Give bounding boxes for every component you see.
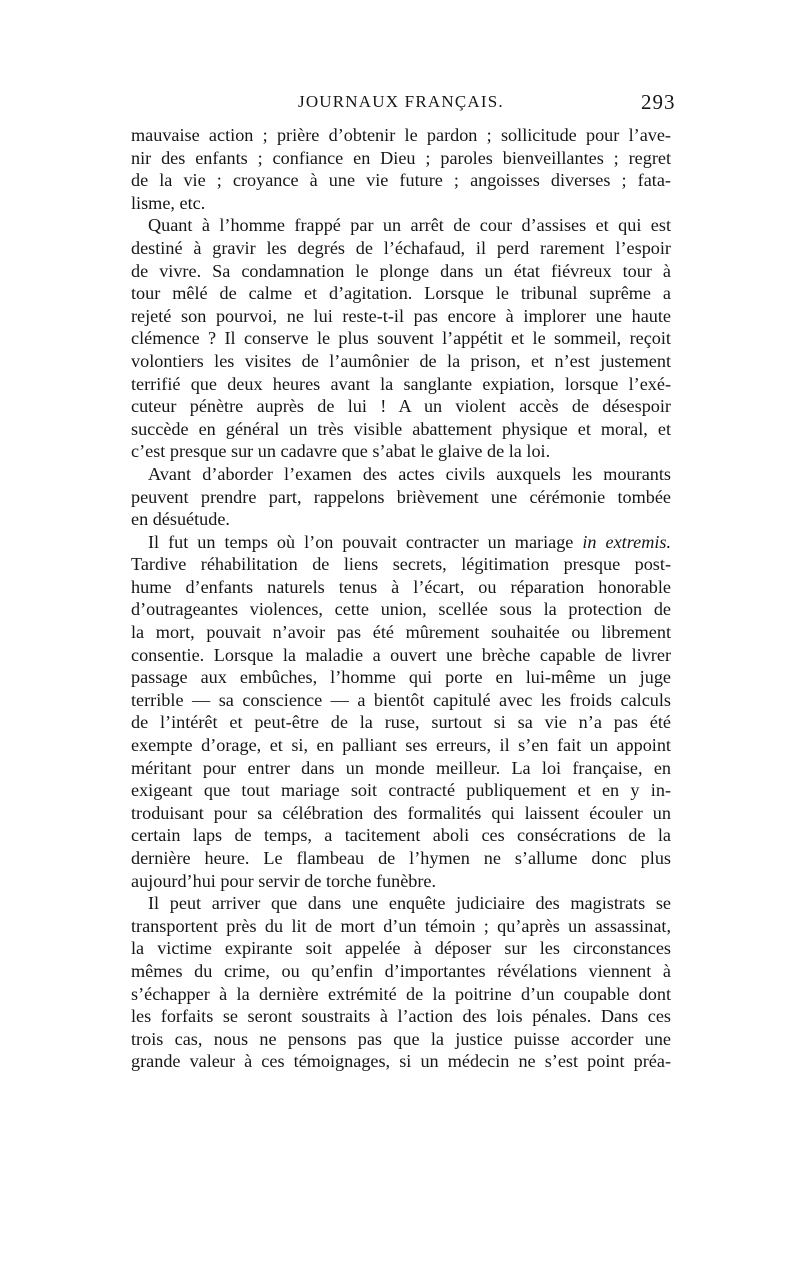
running-title: JOURNAUX FRANÇAIS. xyxy=(298,92,504,111)
text-line: terrifié que deux heures avant la sanglante expiation, lorsque l’exé- xyxy=(131,373,671,394)
text-line: exigeant que tout mariage soit contracté publiquement et en y in- xyxy=(131,780,671,801)
text-line: Quant à l’homme frappé par un arrêt de cour d’assises et qui est xyxy=(148,215,671,236)
text-line: exempte d’orage, et si, en palliant ses erreurs, il s’en fait un appoint xyxy=(131,735,671,756)
italic-phrase: in extremis. xyxy=(582,531,671,552)
text-line: rejeté son pourvoi, ne lui reste-t-il pas encore à implorer une haute xyxy=(131,305,671,326)
page-number: 293 xyxy=(641,90,676,114)
text-line: tour mêlé de calme et d’agitation. Lorsque le tribunal suprême a xyxy=(131,283,671,304)
text-line: Il peut arriver que dans une enquête judiciaire des magistrats se xyxy=(148,893,671,914)
text-line: c’est presque sur un cadavre que s’abat le glaive de la loi. xyxy=(131,441,551,462)
text-line: s’échapper à la dernière extrémité de la poitrine d’un coupable dont xyxy=(131,983,671,1004)
text-line: mauvaise action ; prière d’obtenir le pardon ; sollicitude pour l’ave- xyxy=(131,125,671,145)
text-line: clémence ? Il conserve le plus souvent l’appétit et le sommeil, reçoit xyxy=(131,328,671,349)
text-line: trois cas, nous ne pensons pas que la justice puisse accorder une xyxy=(131,1028,671,1049)
text-line: la mort, pouvait n’avoir pas été mûrement souhaitée ou librement xyxy=(131,622,671,643)
text-line: succède en général un très visible abattement physique et moral, et xyxy=(131,418,671,439)
text-line: grande valeur à ces témoignages, si un médecin ne s’est point préa- xyxy=(131,1051,671,1072)
text-line: lisme, etc. xyxy=(131,192,206,213)
text-line: nir des enfants ; confiance en Dieu ; paroles bienveillantes ; regret xyxy=(131,147,671,168)
text-line: cuteur pénètre auprès de lui ! A un violent accès de désespoir xyxy=(131,396,671,417)
text-line: volontiers les visites de l’aumônier de la prison, et n’est justement xyxy=(131,350,671,371)
text-line xyxy=(131,531,671,554)
text-line: certain laps de temps, a tacitement aboli ces consécrations de la xyxy=(131,825,671,846)
text-line: de vivre. Sa condamnation le plonge dans un état fiévreux tour à xyxy=(131,260,671,281)
text-line: mêmes du crime, ou qu’enfin d’importantes révélations viennent à xyxy=(131,960,671,981)
text-line: en désuétude. xyxy=(131,509,230,530)
body-text xyxy=(131,124,671,1073)
text-line: de l’intérêt et peut-être de la ruse, surtout si sa vie n’a pas été xyxy=(131,712,671,733)
text-line: consentie. Lorsque la maladie a ouvert une brèche capable de livrer xyxy=(131,644,671,665)
text-line: aujourd’hui pour servir de torche funèbre. xyxy=(131,870,437,891)
text-line-segment: Il fut un temps où l’on pouvait contracter un mariage xyxy=(148,531,583,552)
text-line: les forfaits se seront soustraits à l’action des lois pénales. Dans ces xyxy=(131,1006,671,1027)
text-line: dernière heure. Le flambeau de l’hymen ne s’allume donc plus xyxy=(131,848,671,868)
text-line: troduisant pour sa célébration des formalités qui laissent écouler un xyxy=(131,802,671,823)
text-line: hume d’enfants naturels tenus à l’écart, ou réparation honorable xyxy=(131,576,671,597)
text-line: transportent près du lit de mort d’un témoin ; qu’après un assassinat, xyxy=(131,915,671,936)
text-line: destiné à gravir les degrés de l’échafaud, il perd rarement l’espoir xyxy=(131,237,671,258)
text-line: de la vie ; croyance à une vie future ; angoisses diverses ; fata- xyxy=(131,170,671,191)
text-line: d’outrageantes violences, cette union, scellée sous la protection de xyxy=(131,599,671,620)
text-line: passage aux embûches, l’homme qui porte en lui-même un juge xyxy=(131,667,671,688)
text-line: Avant d’aborder l’examen des actes civils auxquels les mourants xyxy=(148,463,671,484)
text-line: la victime expirante soit appelée à déposer sur les circonstances xyxy=(131,938,671,959)
text-line: peuvent prendre part, rappelons brièvement une cérémonie tombée xyxy=(131,486,671,507)
text-line: terrible — sa conscience — a bientôt capitulé avec les froids calculs xyxy=(131,689,671,710)
text-line: Tardive réhabilitation de liens secrets, légitimation presque post- xyxy=(131,554,671,575)
running-head xyxy=(0,92,800,118)
text-line: méritant pour entrer dans un monde meilleur. La loi française, en xyxy=(131,757,671,778)
